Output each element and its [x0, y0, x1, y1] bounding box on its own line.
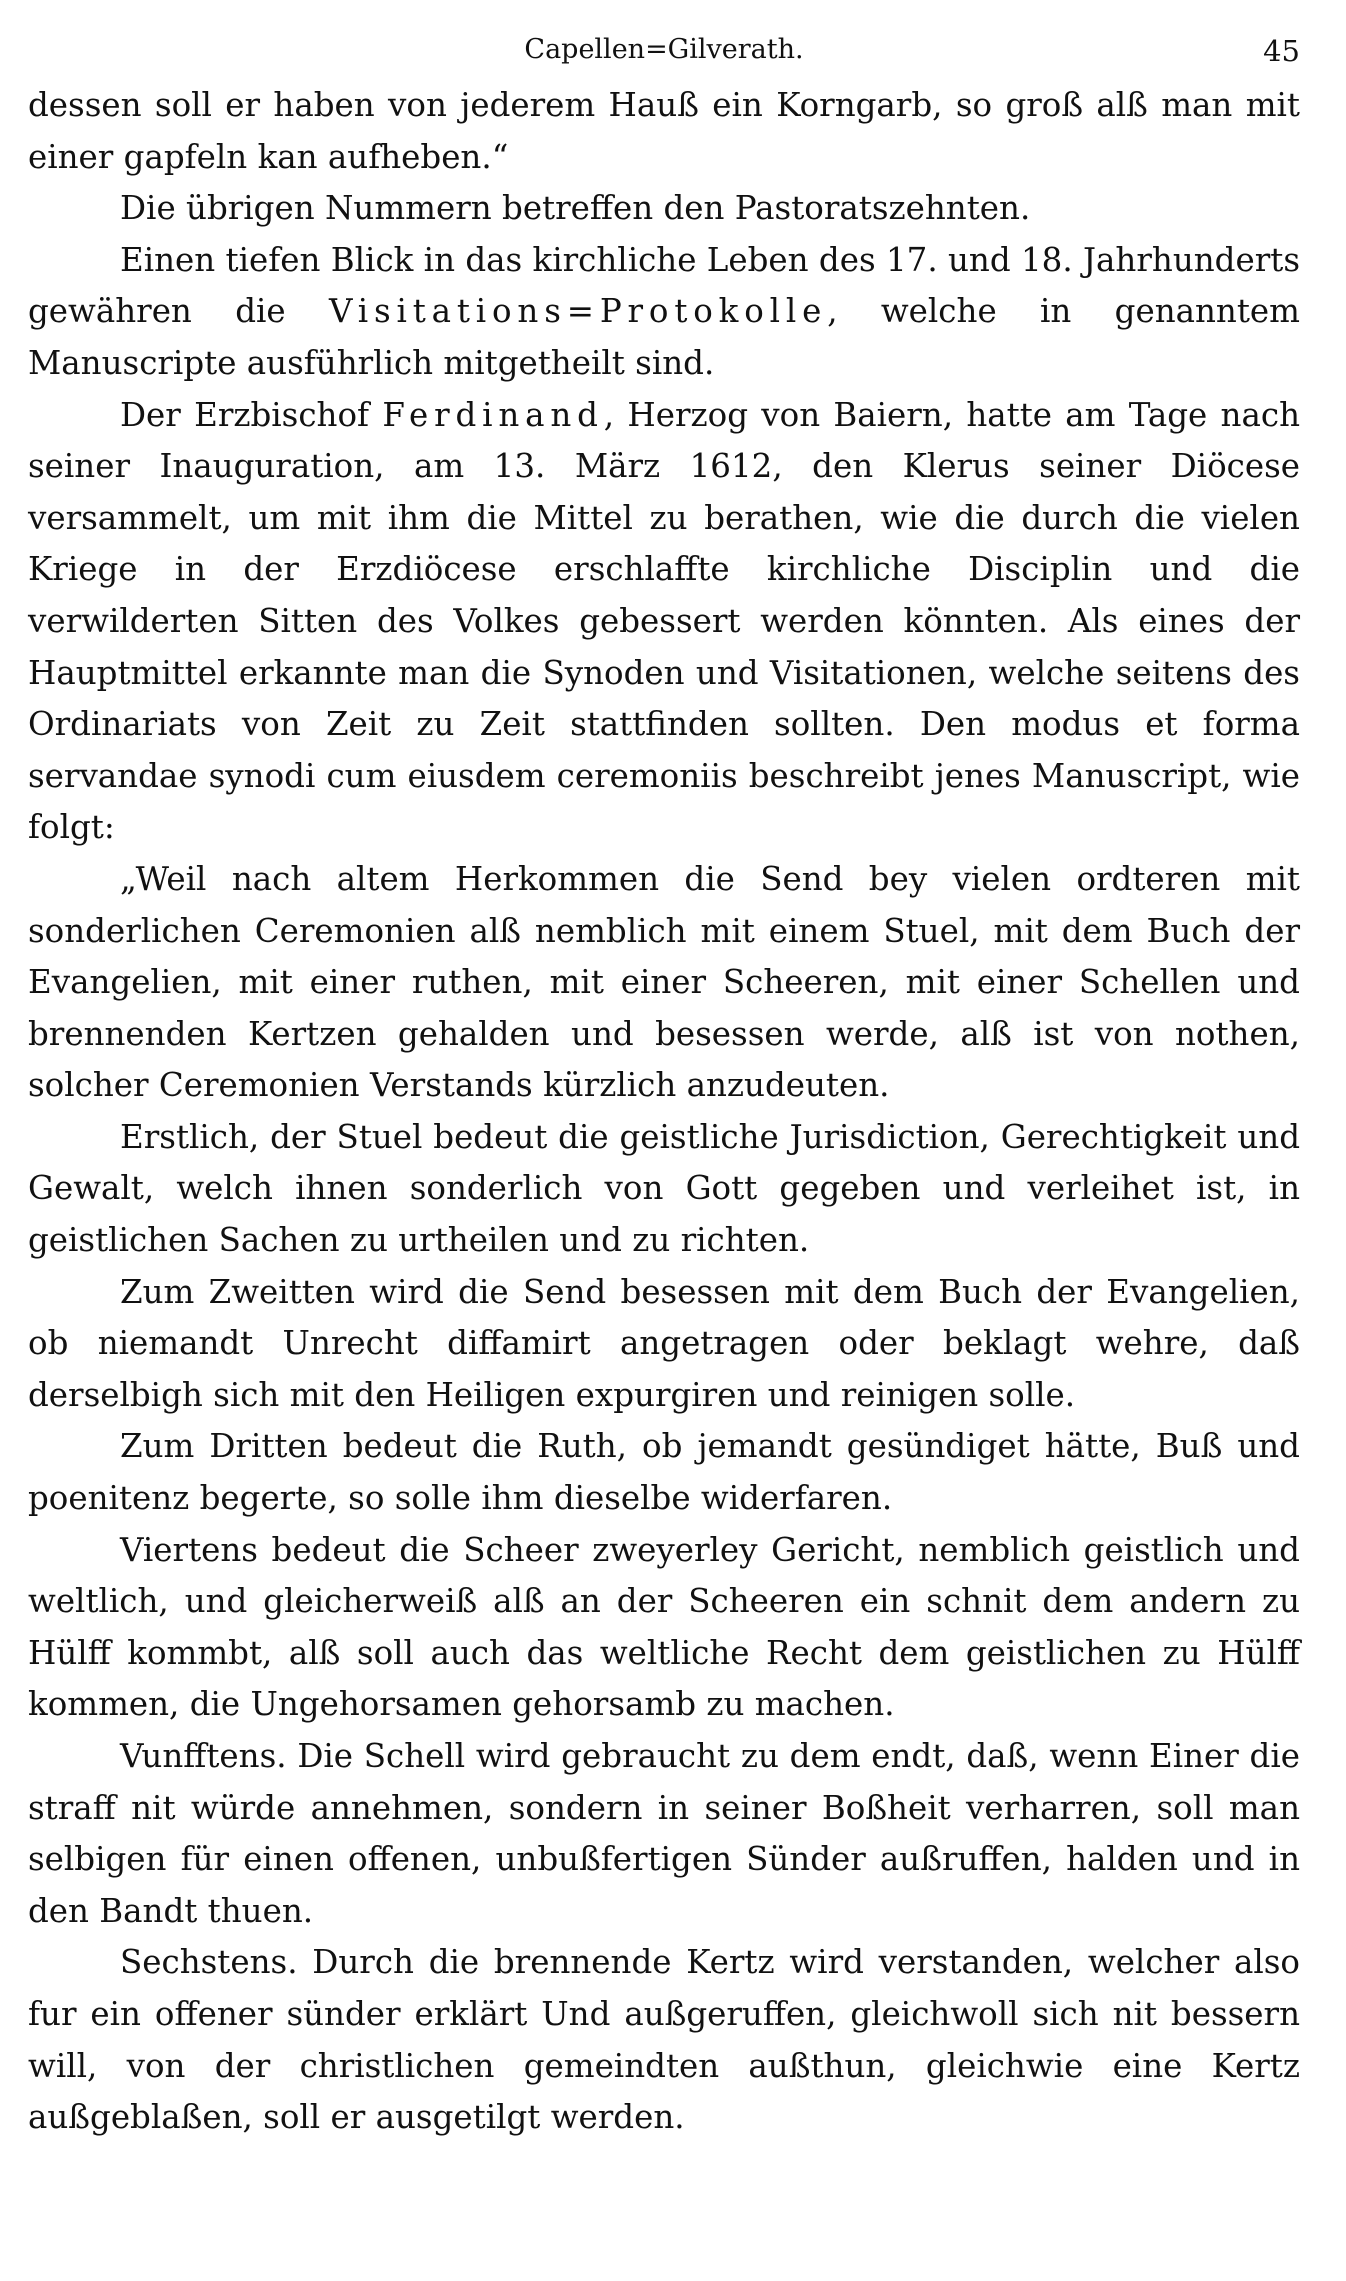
- page-header: [28, 30, 1300, 80]
- paragraph-8: Zum Dritten bedeut die Ruth, ob jemandt gesündiget hätte, Buß und poenitenz begerte, so solle ihm dieselbe widerfaren.: [28, 1427, 1300, 1518]
- paragraph-6: Erstlich, der Stuel bedeut die geistliche Jurisdiction, Gerechtigkeit und Gewalt, welch ihnen sonderlich von Gott gegeben und verleihet ist, in geistlichen Sachen zu urtheilen und zu richten.: [28, 1117, 1300, 1260]
- page: [28, 30, 1300, 2144]
- paragraph-3-end: , welche in genanntem Manuscripte ausführlich mitgetheilt sind.: [28, 292, 1300, 382]
- paragraph-3-start: Einen tiefen Blick in das kirchliche Leben des 17. und 18. Jahrhunderts gewähren die: [28, 240, 1300, 331]
- spaced-name-ferdinand: Ferdinand: [382, 395, 604, 434]
- paragraph-4: [28, 390, 1300, 854]
- paragraph-11: Sechstens. Durch die brennende Kertz wird verstanden, welcher also fur ein offener sünder erklärt Und außgeruffen, gleichwoll sich nit bessern will, von der christlichen gemeindten außthun, gleichwie eine Kertz außgeblaßen, soll er ausgetilgt werden.: [28, 1943, 1300, 2137]
- spaced-term-visitations: Visitations=Protokolle: [328, 292, 828, 331]
- paragraph-1: dessen soll er haben von jederem Hauß ein Korngarb, so groß alß man mit einer gapfeln kan aufheben.“: [28, 86, 1300, 176]
- paragraph-2: Die übrigen Nummern betreffen den Pastoratszehnten.: [120, 189, 1031, 228]
- paragraph-10: Vunfftens. Die Schell wird gebraucht zu dem endt, daß, wenn Einer die straff nit würde annehmen, sondern in seiner Boßheit verharren, soll man selbigen für einen offenen, unbußfertigen Sünder außruffen, halden und in den Bandt thuen.: [28, 1737, 1300, 1930]
- page-number: 45: [1263, 34, 1300, 68]
- paragraph-5: „Weil nach altem Herkommen die Send bey vielen ordteren mit sonderlichen Ceremonien alß nemblich mit einem Stuel, mit dem Buch der Evangelien, mit einer ruthen, mit einer Scheeren, mit einer Schellen und brennenden Kertzen gehalden und besessen werde, alß ist von nothen, solcher Ceremonien Verstands kürzlich anzudeuten.: [28, 859, 1300, 1105]
- paragraph-4-start: Der Erzbischof: [120, 395, 383, 434]
- paragraph-9: Viertens bedeut die Scheer zweyerley Gericht, nemblich geistlich und weltlich, und gleicherweiß alß an der Scheeren ein schnit dem andern zu Hülff kommbt, alß soll auch das weltliche Recht dem geistlichen zu Hülff kommen, die Ungehorsamen gehorsamb zu machen.: [28, 1530, 1300, 1724]
- paragraph-7: Zum Zweitten wird die Send besessen mit dem Buch der Evangelien, ob niemandt Unrecht diffamirt angetragen oder beklagt wehre, daß derselbigh sich mit den Heiligen expurgiren und reinigen solle.: [28, 1272, 1300, 1414]
- running-head: Capellen=Gilverath.: [524, 34, 804, 65]
- paragraph-3: [28, 235, 1300, 390]
- body-text: [28, 80, 1300, 2144]
- paragraph-4-end: , Herzog von Baiern, hatte am Tage nach seiner Inauguration, am 13. März 1612, den Klerus seiner Diöcese versammelt, um mit ihm die Mittel zu berathen, wie die durch die vielen Kriege in der Erzdiöcese erschlaffte kirchliche Disciplin und die verwilderten Sitten des Volkes gebessert werden könnten. Als eines der Hauptmittel erkannte man die Synoden und Visitationen, welche seitens des Ordinariats von Zeit zu Zeit stattfinden sollten. Den modus et forma servandae synodi cum eiusdem ceremoniis beschreibt jenes Manuscript, wie folgt:: [28, 395, 1300, 847]
